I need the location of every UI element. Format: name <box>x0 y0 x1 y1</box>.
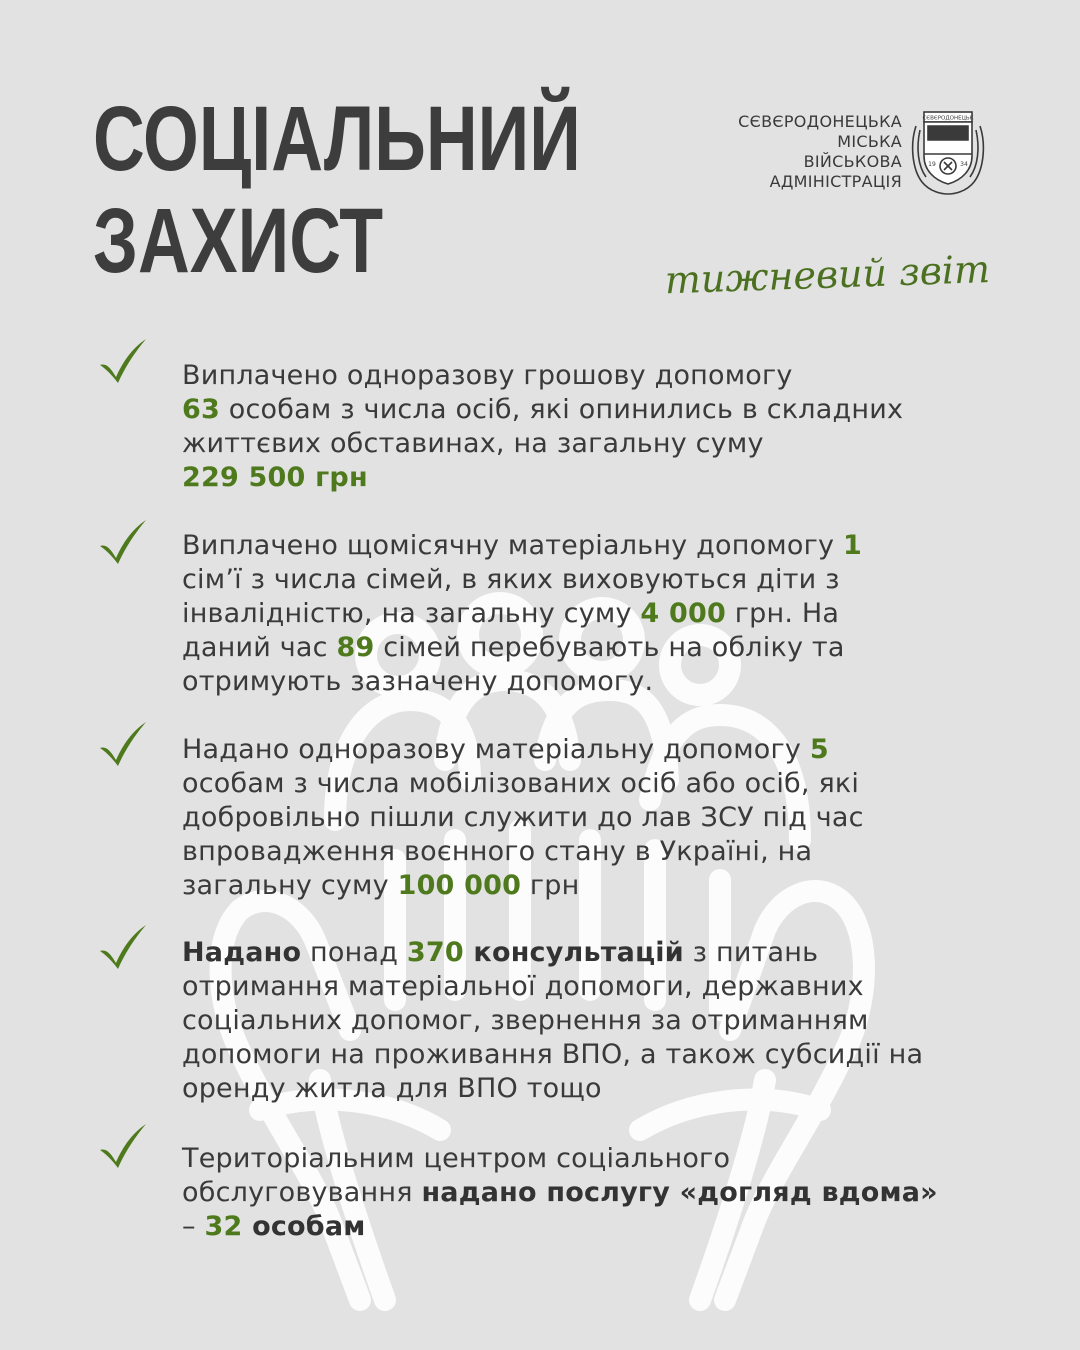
item-line: особам з числа мобілізованих осіб або осіб, які <box>182 768 860 799</box>
item-line: – <box>182 1211 205 1242</box>
item-line: сім’ї з числа сімей, в яких виховуються діти з <box>182 564 840 595</box>
item-text <box>182 1142 1012 1244</box>
item-line: грн. На <box>725 598 840 629</box>
item-amount: 4 000 <box>640 598 726 629</box>
item-line: грн <box>521 870 580 901</box>
item-number: 32 <box>204 1211 243 1242</box>
item-line: понад <box>301 937 407 968</box>
item-line: з питань <box>683 937 819 968</box>
item-line: даний час <box>182 632 337 663</box>
org-line-1: СЄВЄРОДОНЕЦЬКА <box>738 112 902 131</box>
emblem-year-right: 34 <box>960 161 968 168</box>
coat-of-arms-icon <box>908 104 988 196</box>
item-line: життєвих обставинах, на загальну суму <box>182 428 764 459</box>
item-number: 89 <box>336 632 375 663</box>
item-number: 370 <box>406 937 464 968</box>
item-line: інвалідністю, на загальну суму <box>182 598 641 629</box>
emblem-year-left: 19 <box>928 161 936 168</box>
item-line: допомоги на проживання ВПО, а також субсидії на <box>182 1039 924 1070</box>
item-line: сімей перебувають на обліку та <box>374 632 845 663</box>
org-line-3: ВІЙСЬКОВА <box>803 152 902 171</box>
page-title <box>93 88 581 292</box>
item-text <box>182 936 1012 1106</box>
item-text <box>182 529 1012 699</box>
item-line: впровадження воєнного стану в Україні, на <box>182 836 813 867</box>
title-line-2: ЗАХИСТ <box>93 190 384 292</box>
item-line: Надано одноразову матеріальну допомогу <box>182 734 810 765</box>
subtitle-weekly-report: тижневий звіт <box>664 247 991 303</box>
item-line: загальну суму <box>182 870 398 901</box>
item-text <box>182 733 1012 903</box>
item-bold: Надано <box>182 937 302 968</box>
item-line: добровільно пішли служити до лав ЗСУ під час <box>182 802 864 833</box>
item-text <box>182 359 1012 495</box>
item-number: 63 <box>182 394 220 425</box>
item-line: соціальних допомог, звернення за отриманням <box>182 1005 869 1036</box>
check-icon <box>96 720 148 768</box>
org-line-4: АДМІНІСТРАЦІЯ <box>769 172 902 191</box>
item-line: отримують зазначену допомогу. <box>182 666 654 697</box>
check-icon <box>96 923 148 971</box>
check-icon <box>96 1122 148 1170</box>
item-line: оренду житла для ВПО тощо <box>182 1073 602 1104</box>
item-bold: надано послугу «догляд вдома» <box>421 1177 938 1208</box>
check-icon <box>96 518 148 566</box>
item-bold: особам <box>242 1211 366 1242</box>
check-icon <box>96 337 148 385</box>
item-amount: 229 500 грн <box>182 462 368 493</box>
item-line: Виплачено одноразову грошову допомогу <box>182 360 793 391</box>
item-line: обслуговування <box>182 1177 422 1208</box>
item-line: Територіальним центром соціального <box>182 1143 731 1174</box>
org-line-2: МІСЬКА <box>837 132 902 151</box>
title-line-1: СОЦІАЛЬНИЙ <box>93 88 581 190</box>
emblem-text: СЄВЄРОДОНЕЦЬК <box>922 115 974 122</box>
item-line: Виплачено щомісячну матеріальну допомогу <box>182 530 843 561</box>
item-number: 1 <box>842 530 862 561</box>
item-line: особам з числа осіб, які опинились в складних <box>219 394 904 425</box>
item-line: отримання матеріальної допомоги, державних <box>182 971 864 1002</box>
item-bold: консультацій <box>463 937 684 968</box>
item-number: 5 <box>809 734 829 765</box>
organization-name <box>690 112 902 192</box>
item-amount: 100 000 <box>397 870 522 901</box>
